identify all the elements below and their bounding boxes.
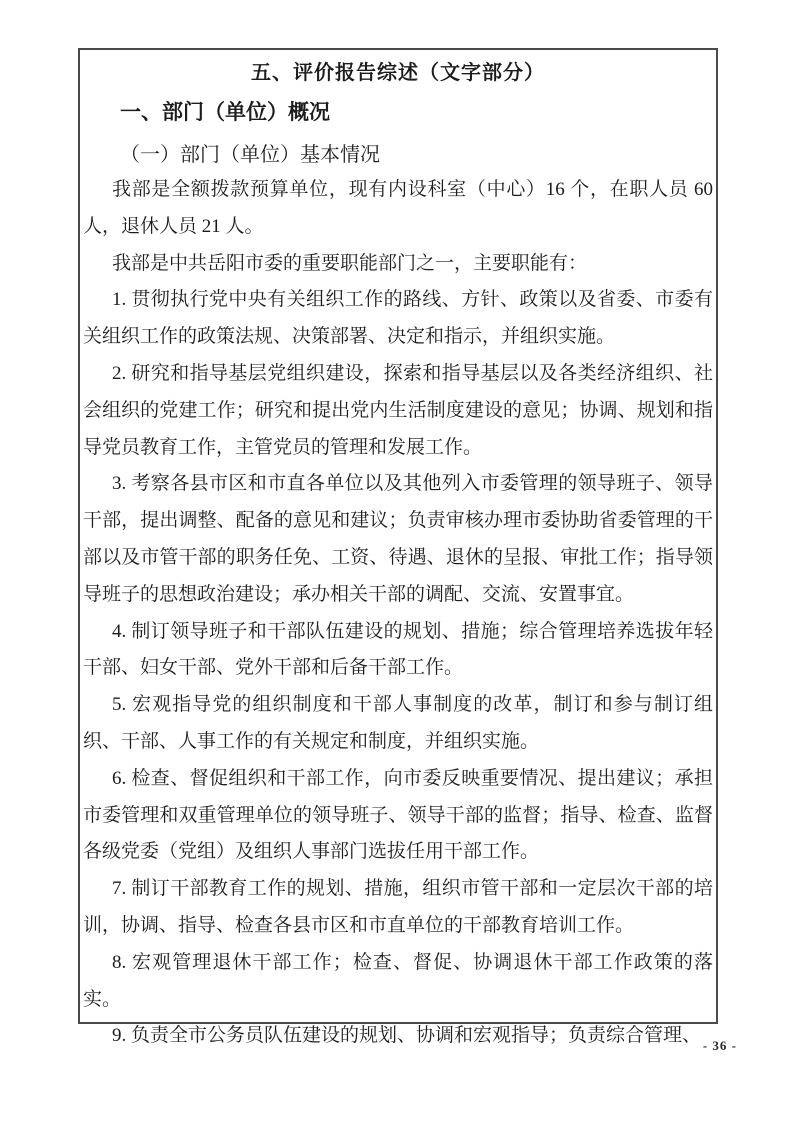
body-text bbox=[83, 172, 713, 1055]
paragraph: 我部是中共岳阳市委的重要职能部门之一，主要职能有： bbox=[112, 252, 588, 274]
paragraph: 5. 宏观指导党的组织制度和干部人事制度的改革，制订和参与制订组织、干部、人事工作的有关规定和制度，并组织实施。 bbox=[83, 694, 713, 752]
section-heading: 一、部门（单位）概况 bbox=[120, 101, 330, 124]
paragraph: 3. 考察各县市区和市直各单位以及其他列入市委管理的领导班子、领导干部，提出调整、配备的意见和建议；负责审核办理市委协助省委管理的干部以及市管干部的职务任免、工资、待遇、退休的呈报、审批工作；指导领导班子的思想政治建设；承办相关干部的调配、交流、安置事宜。 bbox=[83, 473, 713, 605]
paragraph: 7. 制订干部教育工作的规划、措施，组织市管干部和一定层次干部的培训，协调、指导、检查各县市区和市直单位的干部教育培训工作。 bbox=[83, 878, 713, 936]
content-border-box bbox=[78, 48, 718, 1047]
paragraph: 2. 研究和指导基层党组织建设，探索和指导基层以及各类经济组织、社会组织的党建工作；研究和提出党内生活制度建设的意见；协调、规划和指导党员教育工作，主管党员的管理和发展工作。 bbox=[83, 362, 713, 458]
page-number: - 36 - bbox=[702, 1038, 737, 1053]
paragraph: 9. 负责全市公务员队伍建设的规划、协调和宏观指导；负责综合管理、 bbox=[112, 1025, 702, 1047]
paragraph: 我部是全额拨款预算单位，现有内设科室（中心）16 个，在职人员 60 人，退休人员 21 人。 bbox=[83, 179, 713, 237]
paragraph: 4. 制订领导班子和干部队伍建设的规划、措施；综合管理培养选拔年轻干部、妇女干部、党外干部和后备干部工作。 bbox=[83, 620, 713, 679]
paragraph: 6. 检查、督促组织和干部工作，向市委反映重要情况、提出建议；承担市委管理和双重管理单位的领导班子、领导干部的监督；指导、检查、监督各级党委（党组）及组织人事部门选拔任用干部工作。 bbox=[83, 767, 713, 863]
report-title: 五、评价报告综述（文字部分） bbox=[251, 62, 545, 84]
subsection-heading: （一）部门（单位）基本情况 bbox=[120, 144, 380, 166]
paragraph: 1. 贯彻执行党中央有关组织工作的路线、方针、政策以及省委、市委有关组织工作的政策法规、决策部署、决定和指示，并组织实施。 bbox=[83, 289, 713, 348]
paragraph: 8. 宏观管理退休干部工作；检查、督促、协调退休干部工作政策的落实。 bbox=[83, 951, 713, 1010]
